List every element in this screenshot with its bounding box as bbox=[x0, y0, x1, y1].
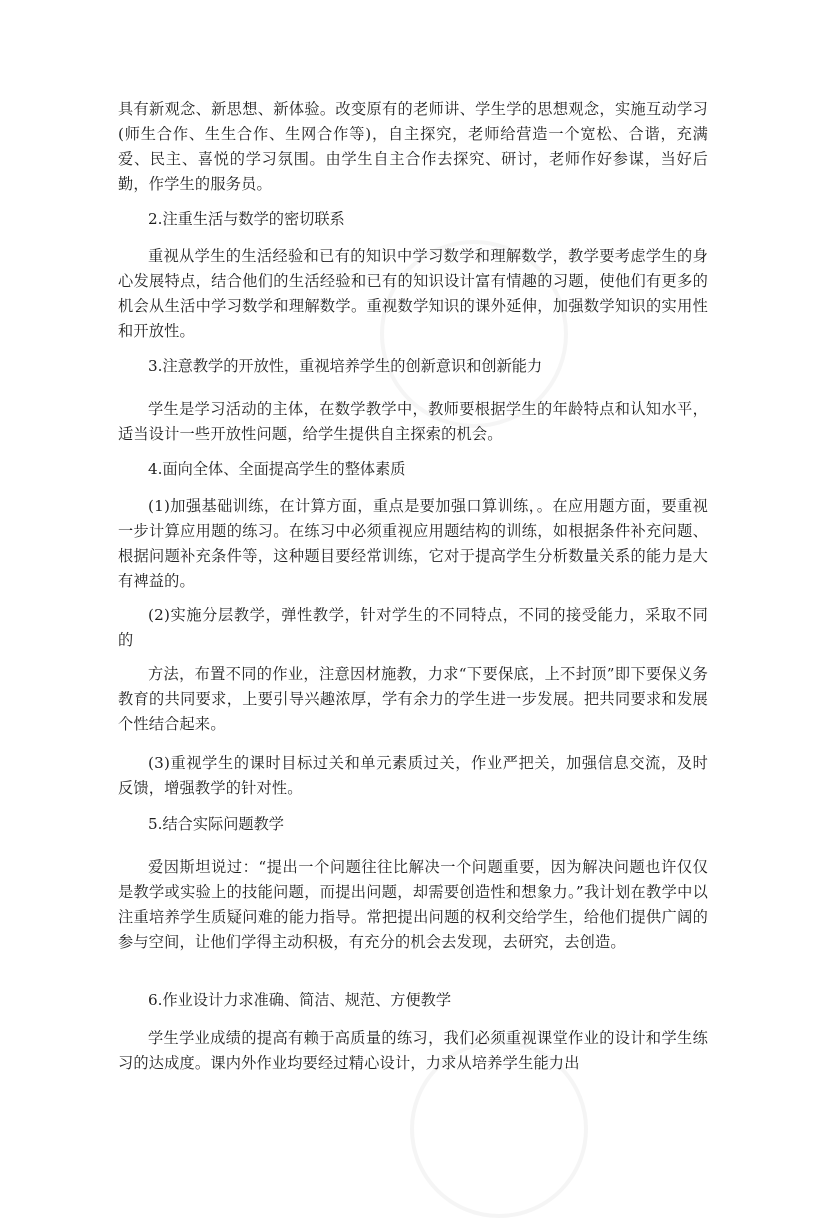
paragraph-section-6: 学生学业成绩的提高有赖于高质量的练习，我们必须重视课堂作业的设计和学生练习的达成度。课内外作业均要经过精心设计，力求从培养学生能力出 bbox=[118, 1029, 708, 1072]
heading-section-6: 6.作业设计力求准确、简洁、规范、方便教学 bbox=[148, 991, 452, 1009]
paragraph-section-4-item-2: (2)实施分层教学，弹性教学，针对学生的不同特点，不同的接受能力，采取不同的 bbox=[118, 606, 708, 649]
paragraph-section-4-item-3: (3)重视学生的课时目标过关和单元素质过关，作业严把关，加强信息交流，及时反馈，增强教学的针对性。 bbox=[118, 754, 708, 797]
heading-section-5: 5.结合实际问题教学 bbox=[148, 815, 284, 833]
paragraph-section-5: 爱因斯坦说过：“提出一个问题往往比解决一个问题重要，因为解决问题也许仅仅是教学或实验上的技能问题，而提出问题，却需要创造性和想象力。”我计划在教学中以注重培养学生质疑问难的能力指导。常把提出问题的权利交给学生，给他们提供广阔的参与空间，让他们学得主动积极，有充分的机会去发现，去研究，去创造。 bbox=[118, 858, 708, 951]
heading-section-3: 3.注意教学的开放性，重视培养学生的创新意识和创新能力 bbox=[148, 357, 543, 375]
paragraph-section-4-item-1: (1)加强基础训练，在计算方面，重点是要加强口算训练，。在应用题方面，要重视一步计算应用题的练习。在练习中必须重视应用题结构的训练，如根据条件补充问题、根据问题补充条件等，这种题目要经常训练，它对于提高学生分析数量关系的能力是大有裨益的。 bbox=[118, 497, 708, 590]
paragraph-section-2: 重视从学生的生活经验和已有的知识中学习数学和理解数学，教学要考虑学生的身心发展特点，结合他们的生活经验和已有的知识设计富有情趣的习题，使他们有更多的机会从生活中学习数学和理解数学。重视数学知识的课外延伸，加强数学知识的实用性和开放性。 bbox=[118, 247, 708, 340]
paragraph-intro: 具有新观念、新思想、新体验。改变原有的老师讲、学生学的思想观念，实施互动学习(师生合作、生生合作、生网合作等)，自主探究，老师给营造一个宽松、合谐，充满爱、民主、喜悦的学习氛围。由学生自主合作去探究、研讨，老师作好参谋，当好后勤，作学生的服务员。 bbox=[118, 100, 708, 193]
paragraph-section-4-item-2-continued: 方法，布置不同的作业，注意因材施教，力求“下要保底，上不封顶”即下要保义务教育的共同要求，上要引导兴趣浓厚，学有余力的学生进一步发展。把共同要求和发展个性结合起来。 bbox=[118, 665, 708, 733]
heading-section-2: 2.注重生活与数学的密切联系 bbox=[148, 210, 345, 228]
paragraph-section-3: 学生是学习活动的主体，在数学教学中，教师要根据学生的年龄特点和认知水平，适当设计一些开放性问题，给学生提供自主探索的机会。 bbox=[118, 400, 708, 443]
heading-section-4: 4.面向全体、全面提高学生的整体素质 bbox=[148, 460, 406, 478]
